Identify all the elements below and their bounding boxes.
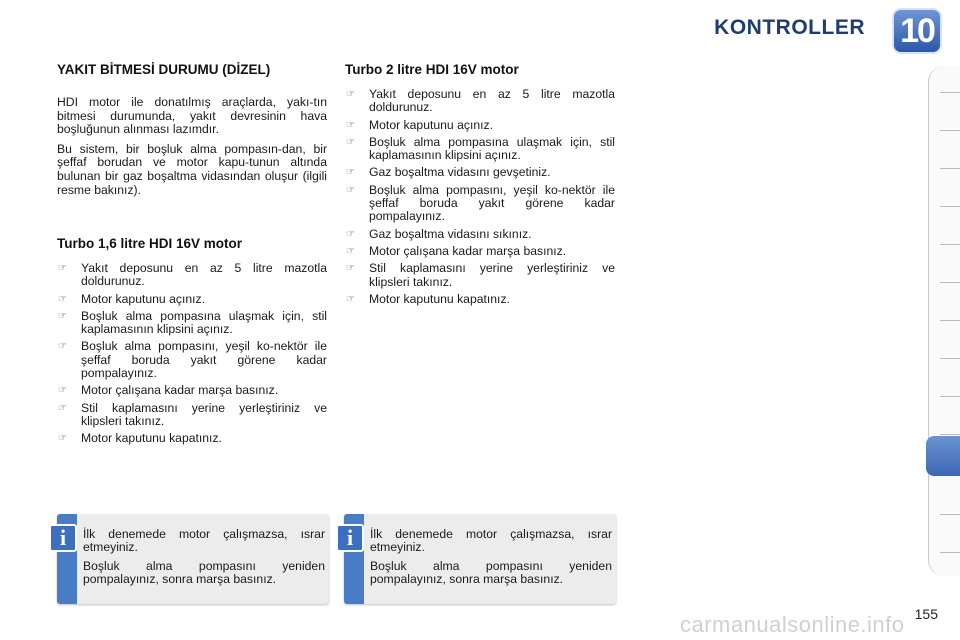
intro-paragraph-1: HDI motor ile donatılmış araçlarda, yakı-tın bitmesi durumunda, yakıt devresinin hava boşluğunun alınması lazımdır. [57, 95, 327, 137]
info-text [83, 528, 325, 591]
tab-notch [940, 396, 960, 397]
tab-notch [940, 282, 960, 283]
list-item: ☞ Yakıt deposunu en az 5 litre mazotla doldurunuz. [58, 261, 327, 289]
list-item: ☞ Boşluk alma pompasına ulaşmak için, stil kaplamasının klipsini açınız. [58, 308, 327, 337]
intro-text [57, 96, 327, 197]
list-item: ☞ Motor kaputunu kapatınız. [346, 291, 510, 306]
list-item: ☞ Motor çalışana kadar marşa basınız. [58, 383, 279, 398]
page-header [0, 0, 960, 60]
pointing-hand-icon: ☞ [346, 263, 355, 275]
engine-heading-20: Turbo 2 litre HDI 16V motor [345, 62, 519, 77]
chapter-number-badge: 10 [892, 8, 942, 54]
list-item: ☞ Motor çalışana kadar marşa basınız. [346, 243, 567, 258]
tab-notch [940, 320, 960, 321]
info-line: İlk denemede motor çalışmazsa, ısrar etmeyiniz. [370, 527, 612, 555]
list-item: ☞ Boşluk alma pompasını, yeşil ko-nektör ile şeffaf boruda yakıt görene kadar pompalayınız. [58, 339, 327, 381]
pointing-hand-icon: ☞ [346, 136, 355, 148]
pointing-hand-icon: ☞ [346, 89, 355, 100]
list-item: ☞ Stil kaplamasını yerine yerleştiriniz ve klipsleri takınız. [346, 261, 615, 289]
tab-notch [940, 130, 960, 131]
pointing-hand-icon: ☞ [58, 385, 67, 397]
tab-notch [940, 244, 960, 245]
engine-heading-16: Turbo 1,6 litre HDI 16V motor [57, 236, 243, 251]
list-item: ☞ Motor kaputunu açınız. [346, 117, 493, 132]
pointing-hand-icon: ☞ [58, 341, 67, 353]
pointing-hand-icon: ☞ [58, 402, 67, 414]
list-item: ☞ Stil kaplamasını yerine yerleştiriniz ve klipsleri takınız. [58, 400, 327, 428]
pointing-hand-icon: ☞ [346, 293, 355, 305]
pointing-hand-icon: ☞ [58, 433, 67, 445]
pointing-hand-icon: ☞ [58, 293, 67, 305]
tab-notch [940, 206, 960, 207]
list-item: ☞ Motor kaputunu açınız. [58, 291, 205, 306]
pointing-hand-icon: ☞ [58, 263, 67, 274]
pointing-hand-icon: ☞ [346, 184, 355, 196]
list-item: ☞ Boşluk alma pompasına ulaşmak için, stil kaplamasının klipsini açınız. [346, 134, 615, 163]
info-box-left [57, 514, 329, 604]
steps-list-20 [345, 88, 615, 310]
intro-paragraph-2: Bu sistem, bir boşluk alma pompasın-dan, bir şeffaf borudan ve motor kapu-tunun altında bulunan bir gaz boşaltma vidasından oluşur (ilgili resme bakınız). [57, 141, 327, 197]
info-line: İlk denemede motor çalışmazsa, ısrar etmeyiniz. [83, 527, 325, 555]
pointing-hand-icon: ☞ [346, 245, 355, 257]
list-item: ☞ Yakıt deposunu en az 5 litre mazotla doldurunuz. [346, 87, 615, 115]
list-item: ☞ Gaz boşaltma vidasını sıkınız. [346, 226, 532, 241]
page-number: 155 [914, 606, 938, 622]
list-item: ☞ Boşluk alma pompasını, yeşil ko-nektör ile şeffaf boruda yakıt görene kadar pompalayınız. [346, 182, 615, 224]
section-heading: YAKIT BİTMESİ DURUMU (DİZEL) [57, 62, 271, 77]
info-box-right [344, 514, 616, 604]
info-icon: i [336, 524, 364, 552]
chapter-tab-strip [928, 66, 960, 576]
pointing-hand-icon: ☞ [346, 119, 355, 131]
pointing-hand-icon: ☞ [346, 228, 355, 240]
tab-notch [940, 514, 960, 515]
tab-notch [940, 168, 960, 169]
tab-notch [940, 358, 960, 359]
tab-notch [940, 92, 960, 93]
chapter-title: KONTROLLER [714, 16, 865, 39]
watermark: carmanualsonline.info [680, 612, 905, 637]
steps-list-16 [57, 262, 327, 450]
list-item: ☞ Gaz boşaltma vidasını gevşetiniz. [346, 165, 551, 180]
info-line: Boşluk alma pompasını yeniden pompalayınız, sonra marşa basınız. [370, 558, 612, 586]
pointing-hand-icon: ☞ [346, 167, 355, 179]
tab-notch [940, 434, 960, 435]
pointing-hand-icon: ☞ [58, 310, 67, 322]
info-line: Boşluk alma pompasını yeniden pompalayınız, sonra marşa basınız. [83, 558, 325, 586]
active-chapter-tab[interactable] [926, 436, 960, 476]
info-icon: i [49, 524, 77, 552]
tab-notch [940, 552, 960, 553]
list-item: ☞ Motor kaputunu kapatınız. [58, 431, 222, 446]
info-text [370, 528, 612, 591]
